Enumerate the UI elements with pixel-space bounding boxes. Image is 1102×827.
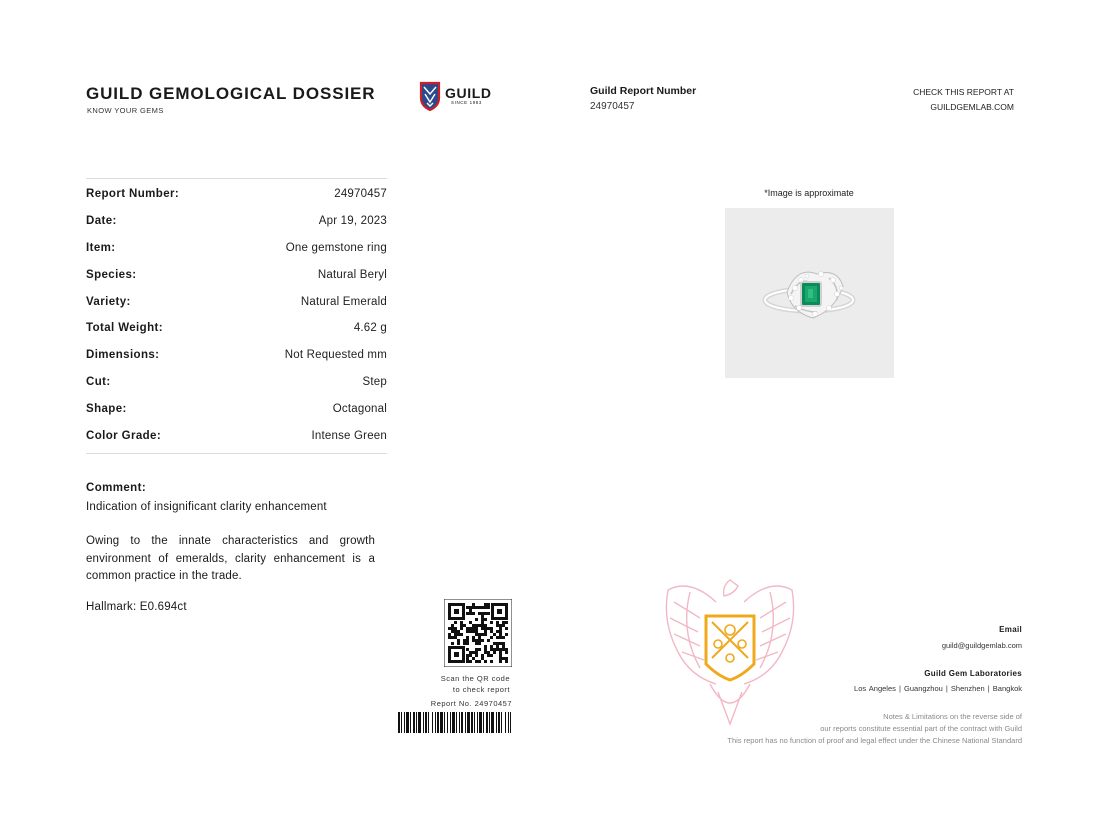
comment-paragraph: Owing to the innate characteristics and growth environment of emeralds, clarity enhancement is a common practice in the trade.: [86, 535, 375, 582]
detail-value: Apr 19, 2023: [318, 215, 387, 228]
detail-value: Octagonal: [332, 402, 387, 415]
detail-value: 24970457: [334, 188, 387, 201]
legal-note-line: This report has no function of proof and legal effect under the Chinese National Standard: [727, 736, 1022, 745]
detail-row: [86, 288, 387, 315]
guild-shield-icon: [419, 81, 441, 111]
qr-instruction-line-2: to check report: [452, 685, 510, 694]
detail-value: One gemstone ring: [285, 241, 387, 254]
detail-row: [86, 208, 387, 235]
report-number-heading: Guild Report Number: [590, 85, 697, 97]
detail-row: [86, 315, 387, 342]
verify-line-2[interactable]: GUILDGEMLAB.COM: [930, 102, 1014, 112]
detail-label: Species:: [86, 268, 137, 281]
detail-value: Not Requested mm: [284, 349, 387, 362]
report-title: GUILD GEMOLOGICAL DOSSIER: [86, 84, 376, 103]
qr-report-number: Report No. 24970457: [430, 699, 512, 708]
detail-label: Shape:: [86, 402, 127, 415]
lab-name: Guild Gem Laboratories: [924, 669, 1022, 678]
detail-value: Step: [362, 375, 387, 388]
guild-seal-watermark: [660, 572, 800, 732]
comment-line: Indication of insignificant clarity enhancement: [86, 501, 327, 513]
comment-heading: Comment:: [86, 482, 147, 494]
logo-since: SINCE 1983: [451, 100, 483, 105]
detail-label: Report Number:: [86, 188, 180, 201]
report-tagline: KNOW YOUR GEMS: [87, 106, 164, 115]
detail-label: Color Grade:: [86, 429, 162, 442]
verify-url[interactable]: [913, 85, 1014, 115]
qr-code[interactable]: [444, 599, 512, 667]
image-caption: *Image is approximate: [764, 188, 854, 198]
legal-note-line: our reports constitute essential part of the contract with Guild: [820, 724, 1022, 733]
detail-label: Cut:: [86, 375, 111, 388]
detail-label: Dimensions:: [86, 349, 160, 362]
qr-instruction-line-1: Scan the QR code: [440, 674, 510, 683]
hallmark: Hallmark: E0.694ct: [86, 601, 187, 613]
emerald-ring-image: [725, 208, 894, 378]
legal-note-line: Notes & Limitations on the reverse side of: [883, 712, 1022, 721]
detail-row: [86, 342, 387, 369]
detail-label: Variety:: [86, 295, 131, 308]
detail-value: 4.62 g: [353, 322, 387, 335]
ring-photo: [725, 208, 894, 378]
detail-label: Item:: [86, 241, 116, 254]
detail-row: [86, 181, 387, 208]
detail-label: Date:: [86, 215, 117, 228]
legal-notes: [727, 711, 1022, 747]
logo-wordmark: GUILD: [445, 85, 492, 101]
email-link[interactable]: guild@guildgemlab.com: [941, 641, 1022, 650]
detail-row: [86, 235, 387, 262]
email-heading: Email: [999, 625, 1022, 634]
barcode: [398, 712, 511, 733]
detail-value: Natural Emerald: [300, 295, 387, 308]
report-number-value: 24970457: [590, 101, 635, 112]
details-table: [86, 178, 387, 454]
detail-label: Total Weight:: [86, 322, 163, 335]
detail-row: [86, 369, 387, 396]
qr-instructions: [400, 673, 510, 695]
lab-locations: Los Angeles | Guangzhou | Shenzhen | Bangkok: [854, 684, 1022, 693]
detail-row: [86, 422, 387, 449]
guild-logo: [419, 81, 492, 111]
detail-value: Natural Beryl: [317, 268, 387, 281]
verify-line-1: CHECK THIS REPORT AT: [913, 87, 1014, 97]
detail-row: [86, 261, 387, 288]
detail-row: [86, 395, 387, 422]
detail-value: Intense Green: [311, 429, 387, 442]
